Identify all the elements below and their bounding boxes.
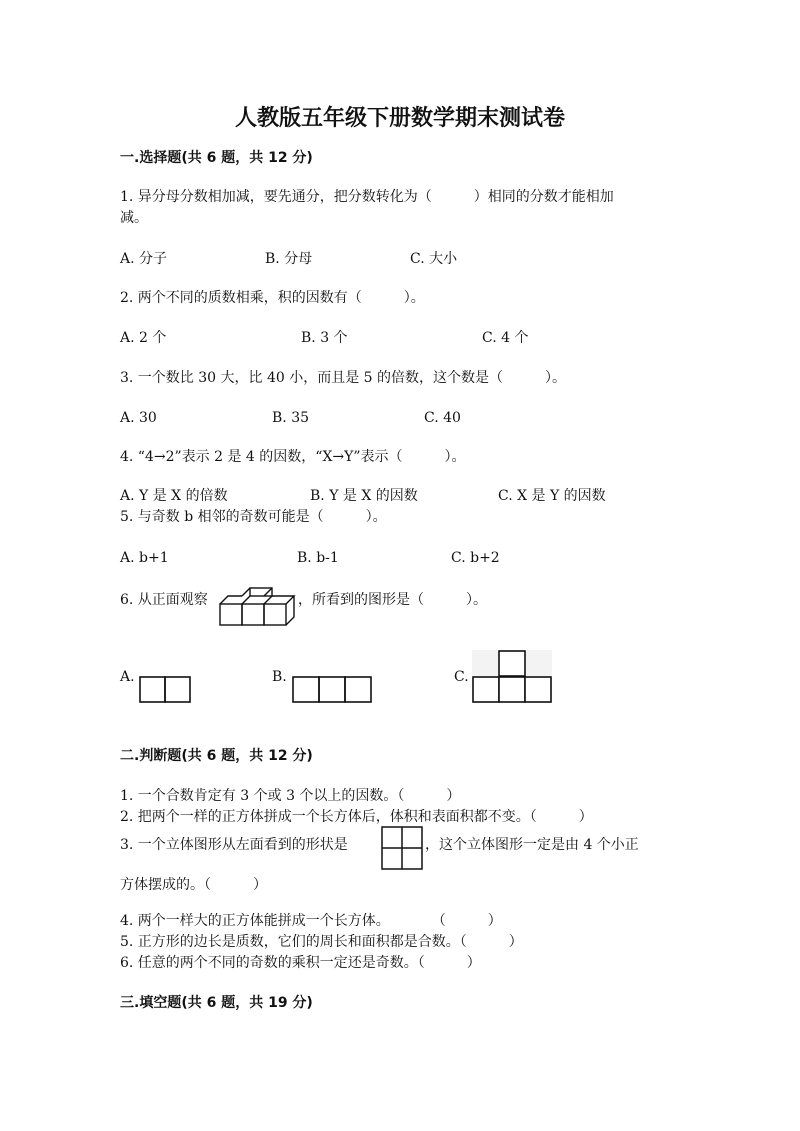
q4-option-a: A. Y 是 X 的倍数 (120, 488, 228, 504)
question-3-text: 3. 一个数比 30 大，比 40 小，而且是 5 的倍数，这个数是（ ）。 (120, 370, 567, 386)
q2-option-c: C. 4 个 (482, 330, 529, 346)
question-4-text: 4. “4→2”表示 2 是 4 的因数，“X→Y”表示（ ）。 (120, 449, 466, 465)
q3-option-c: C. 40 (424, 410, 461, 426)
q6-option-c-figure (472, 650, 552, 703)
judgement-1: 1. 一个合数肯定有 3 个或 3 个以上的因数。（ ） (120, 788, 461, 804)
q2-option-b: B. 3 个 (301, 330, 348, 346)
q6-option-b-figure (292, 676, 372, 703)
q3-option-b: B. 35 (272, 410, 310, 426)
q6-option-b: B. (272, 669, 287, 685)
question-2-text: 2. 两个不同的质数相乘，积的因数有（ ）。 (120, 290, 425, 306)
judgement-5: 5. 正方形的边长是质数，它们的周长和面积都是合数。（ ） (120, 934, 523, 950)
q1-option-c: C. 大小 (410, 251, 458, 267)
question-1-text: 1. 异分母分数相加减，要先通分，把分数转化为（ ）相同的分数才能相加 (120, 189, 614, 205)
question-1-text-cont: 减。 (120, 210, 148, 226)
judgement-3-figure (381, 826, 423, 870)
q4-option-b: B. Y 是 X 的因数 (310, 488, 418, 504)
judgement-6: 6. 任意的两个不同的奇数的乘积一定还是奇数。（ ） (120, 955, 481, 971)
q2-option-a: A. 2 个 (120, 330, 167, 346)
section-heading-fill-blank: 三.填空题(共 6 题，共 19 分) (120, 995, 313, 1011)
question-6-text-end: ，所看到的图形是（ ）。 (298, 592, 487, 608)
judgement-3-text-cont: 方体摆成的。（ ） (120, 877, 267, 893)
question-6-text-start: 6. 从正面观察 (120, 592, 208, 608)
cube-stack-3d-figure (218, 586, 298, 628)
page-title: 人教版五年级下册数学期末测试卷 (234, 106, 565, 131)
judgement-3-text-start: 3. 一个立体图形从左面看到的形状是 (120, 837, 348, 853)
q4-option-c: C. X 是 Y 的因数 (498, 488, 606, 504)
question-5-text: 5. 与奇数 b 相邻的奇数可能是（ ）。 (120, 509, 387, 525)
q1-option-b: B. 分母 (265, 251, 313, 267)
judgement-3-text-end: ，这个立体图形一定是由 4 个小正 (425, 837, 639, 853)
section-heading-choice: 一.选择题(共 6 题，共 12 分) (120, 150, 313, 166)
judgement-2: 2. 把两个一样的正方体拼成一个长方体后，体积和表面积都不变。（ ） (120, 809, 593, 825)
q6-option-c: C. (454, 669, 469, 685)
section-heading-judgement: 二.判断题(共 6 题，共 12 分) (120, 748, 313, 764)
q5-option-a: A. b+1 (120, 550, 169, 566)
q6-option-a-figure (139, 676, 191, 703)
q5-option-b: B. b-1 (297, 550, 339, 566)
q1-option-a: A. 分子 (120, 251, 168, 267)
q6-option-a: A. (120, 669, 135, 685)
q3-option-a: A. 30 (120, 410, 157, 426)
q5-option-c: C. b+2 (451, 550, 500, 566)
judgement-4: 4. 两个一样大的正方体能拼成一个长方体。 （ ） (120, 913, 502, 929)
